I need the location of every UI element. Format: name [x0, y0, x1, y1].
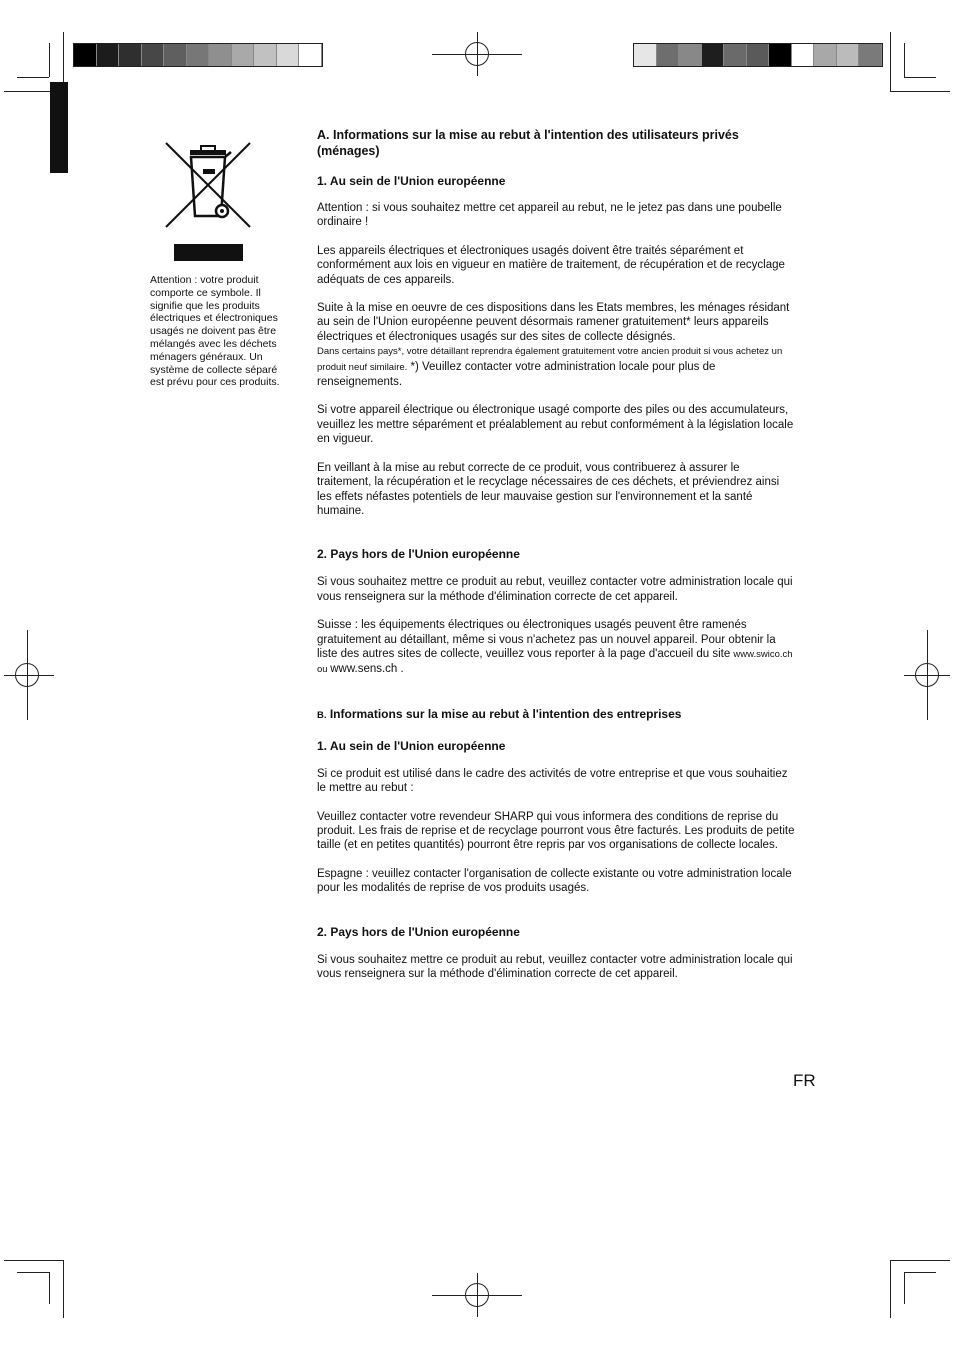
section-b-non-eu-heading: 2. Pays hors de l'Union européenne: [317, 924, 520, 939]
paragraph: Espagne : veuillez contacter l'organisation de collecte existante ou votre administration locale pour les modalités de reprise de vos produits usagés.: [317, 867, 792, 895]
color-swatch: [747, 44, 770, 66]
paragraph: Suisse : les équipements électriques ou électroniques usagés peuvent être ramenés gratuitement au détaillant, même si vous n'achetez pas un nouvel appareil. Pour obtenir la liste des autres sites de collecte, veuillez vous reporter à la page d'accueil du site www.swico.ch ou www.sens.ch .: [317, 619, 793, 676]
color-swatch: [277, 44, 300, 66]
color-swatch: [119, 44, 142, 66]
color-swatch: [859, 44, 882, 66]
weee-notice: Attention : votre produit comporte ce symbole. Il signifie que les produits électriques et électroniques usagés ne doivent pas être mélangés avec les déchets ménagers généraux. Un système de collecte séparé est prévu pour ces produits.: [150, 274, 280, 389]
section-a-eu-heading: 1. Au sein de l'Union européenne: [317, 174, 506, 188]
color-swatch: [814, 44, 837, 66]
color-swatch: [74, 44, 97, 66]
sens-link[interactable]: www.sens.ch: [330, 663, 398, 676]
paragraph: Si ce produit est utilisé dans le cadre des activités de votre entreprise et que vous souhaitiez le mettre au rebut :: [317, 767, 788, 795]
weee-symbol-bar: [174, 244, 243, 261]
color-swatch: [254, 44, 277, 66]
language-tab-marker: [50, 82, 68, 173]
language-code: FR: [793, 1071, 816, 1090]
color-swatch: [209, 44, 232, 66]
paragraph: Les appareils électriques et électroniques usagés doivent être traités séparément et conformément aux lois en vigueur en matière de traitement, de récupération et de recyclage adéquats de ces appareils.: [317, 244, 785, 286]
disposal-information: [317, 127, 795, 981]
paragraph: Veuillez contacter votre revendeur SHARP qui vous informera des conditions de reprise du produit. Les frais de reprise et de recyclage pourront vous être facturés. Les produits de petite taille (et en petites quantités) pourront être repris par vos organisations de collecte locales.: [317, 810, 795, 852]
color-swatch: [702, 44, 725, 66]
paragraph: Attention : si vous souhaitez mettre cet appareil au rebut, ne le jetez pas dans une poubelle ordinaire !: [317, 202, 782, 229]
paragraph: Suite à la mise en oeuvre de ces dispositions dans les Etats membres, les ménages résidant au sein de l'Union européenne peuvent désormais ramener gratuitement* leurs appareils électriques et électroniques usagés sur des sites de collecte désignés. Dans certains pays*, votre détaillant reprendra également gratuitement votre ancien produit si vous achetez un produit neuf similaire. *) Veuillez contacter votre administration locale pour plus de renseignements.: [317, 302, 790, 389]
color-swatch: [724, 44, 747, 66]
footnote-text: Dans certains pays*, votre détaillant reprendra également gratuitement votre ancien produit si vous achetez un produit neuf similaire.: [317, 346, 783, 373]
color-swatch: [792, 44, 815, 66]
color-swatch: [837, 44, 860, 66]
color-swatch: [769, 44, 792, 66]
paragraph: En veillant à la mise au rebut correcte de ce produit, vous contribuerez à assurer le traitement, la récupération et le recyclage nécessaires de ces déchets, et préviendrez ainsi les effets néfastes potentiels de leur mauvaise gestion sur l'environnement et la santé humaine.: [317, 461, 780, 517]
swico-link[interactable]: www.swico.ch: [733, 648, 793, 660]
color-swatch: [187, 44, 210, 66]
color-swatch: [142, 44, 165, 66]
crossed-out-wheelie-bin-icon: [163, 140, 253, 235]
paragraph: Si vous souhaitez mettre ce produit au rebut, veuillez contacter votre administration locale qui vous renseignera sur la méthode d'élimination correcte de cet appareil.: [317, 953, 793, 980]
color-calibration-bar-right: [633, 43, 883, 67]
color-swatch: [679, 44, 702, 66]
color-swatch: [164, 44, 187, 66]
color-swatch: [232, 44, 255, 66]
section-b-eu-heading: 1. Au sein de l'Union européenne: [317, 738, 506, 753]
paragraph: Si vous souhaitez mettre ce produit au rebut, veuillez contacter votre administration locale qui vous renseignera sur la méthode d'élimination correcte de cet appareil.: [317, 576, 793, 603]
color-swatch: [97, 44, 120, 66]
section-b-title: B. Informations sur la mise au rebut à l'intention des entreprises: [317, 706, 682, 721]
color-calibration-bar-left: [73, 43, 323, 67]
section-a-title: A. Informations sur la mise au rebut à l'intention des utilisateurs privés (ménages): [317, 128, 739, 158]
color-swatch: [299, 44, 322, 66]
color-swatch: [634, 44, 657, 66]
paragraph: Si votre appareil électrique ou électronique usagé comporte des piles ou des accumulateurs, veuillez les mettre séparément et préalablement au rebut conformément à la législation locale en vigueur.: [317, 404, 794, 446]
color-swatch: [657, 44, 680, 66]
section-a-non-eu-heading: 2. Pays hors de l'Union européenne: [317, 547, 520, 562]
